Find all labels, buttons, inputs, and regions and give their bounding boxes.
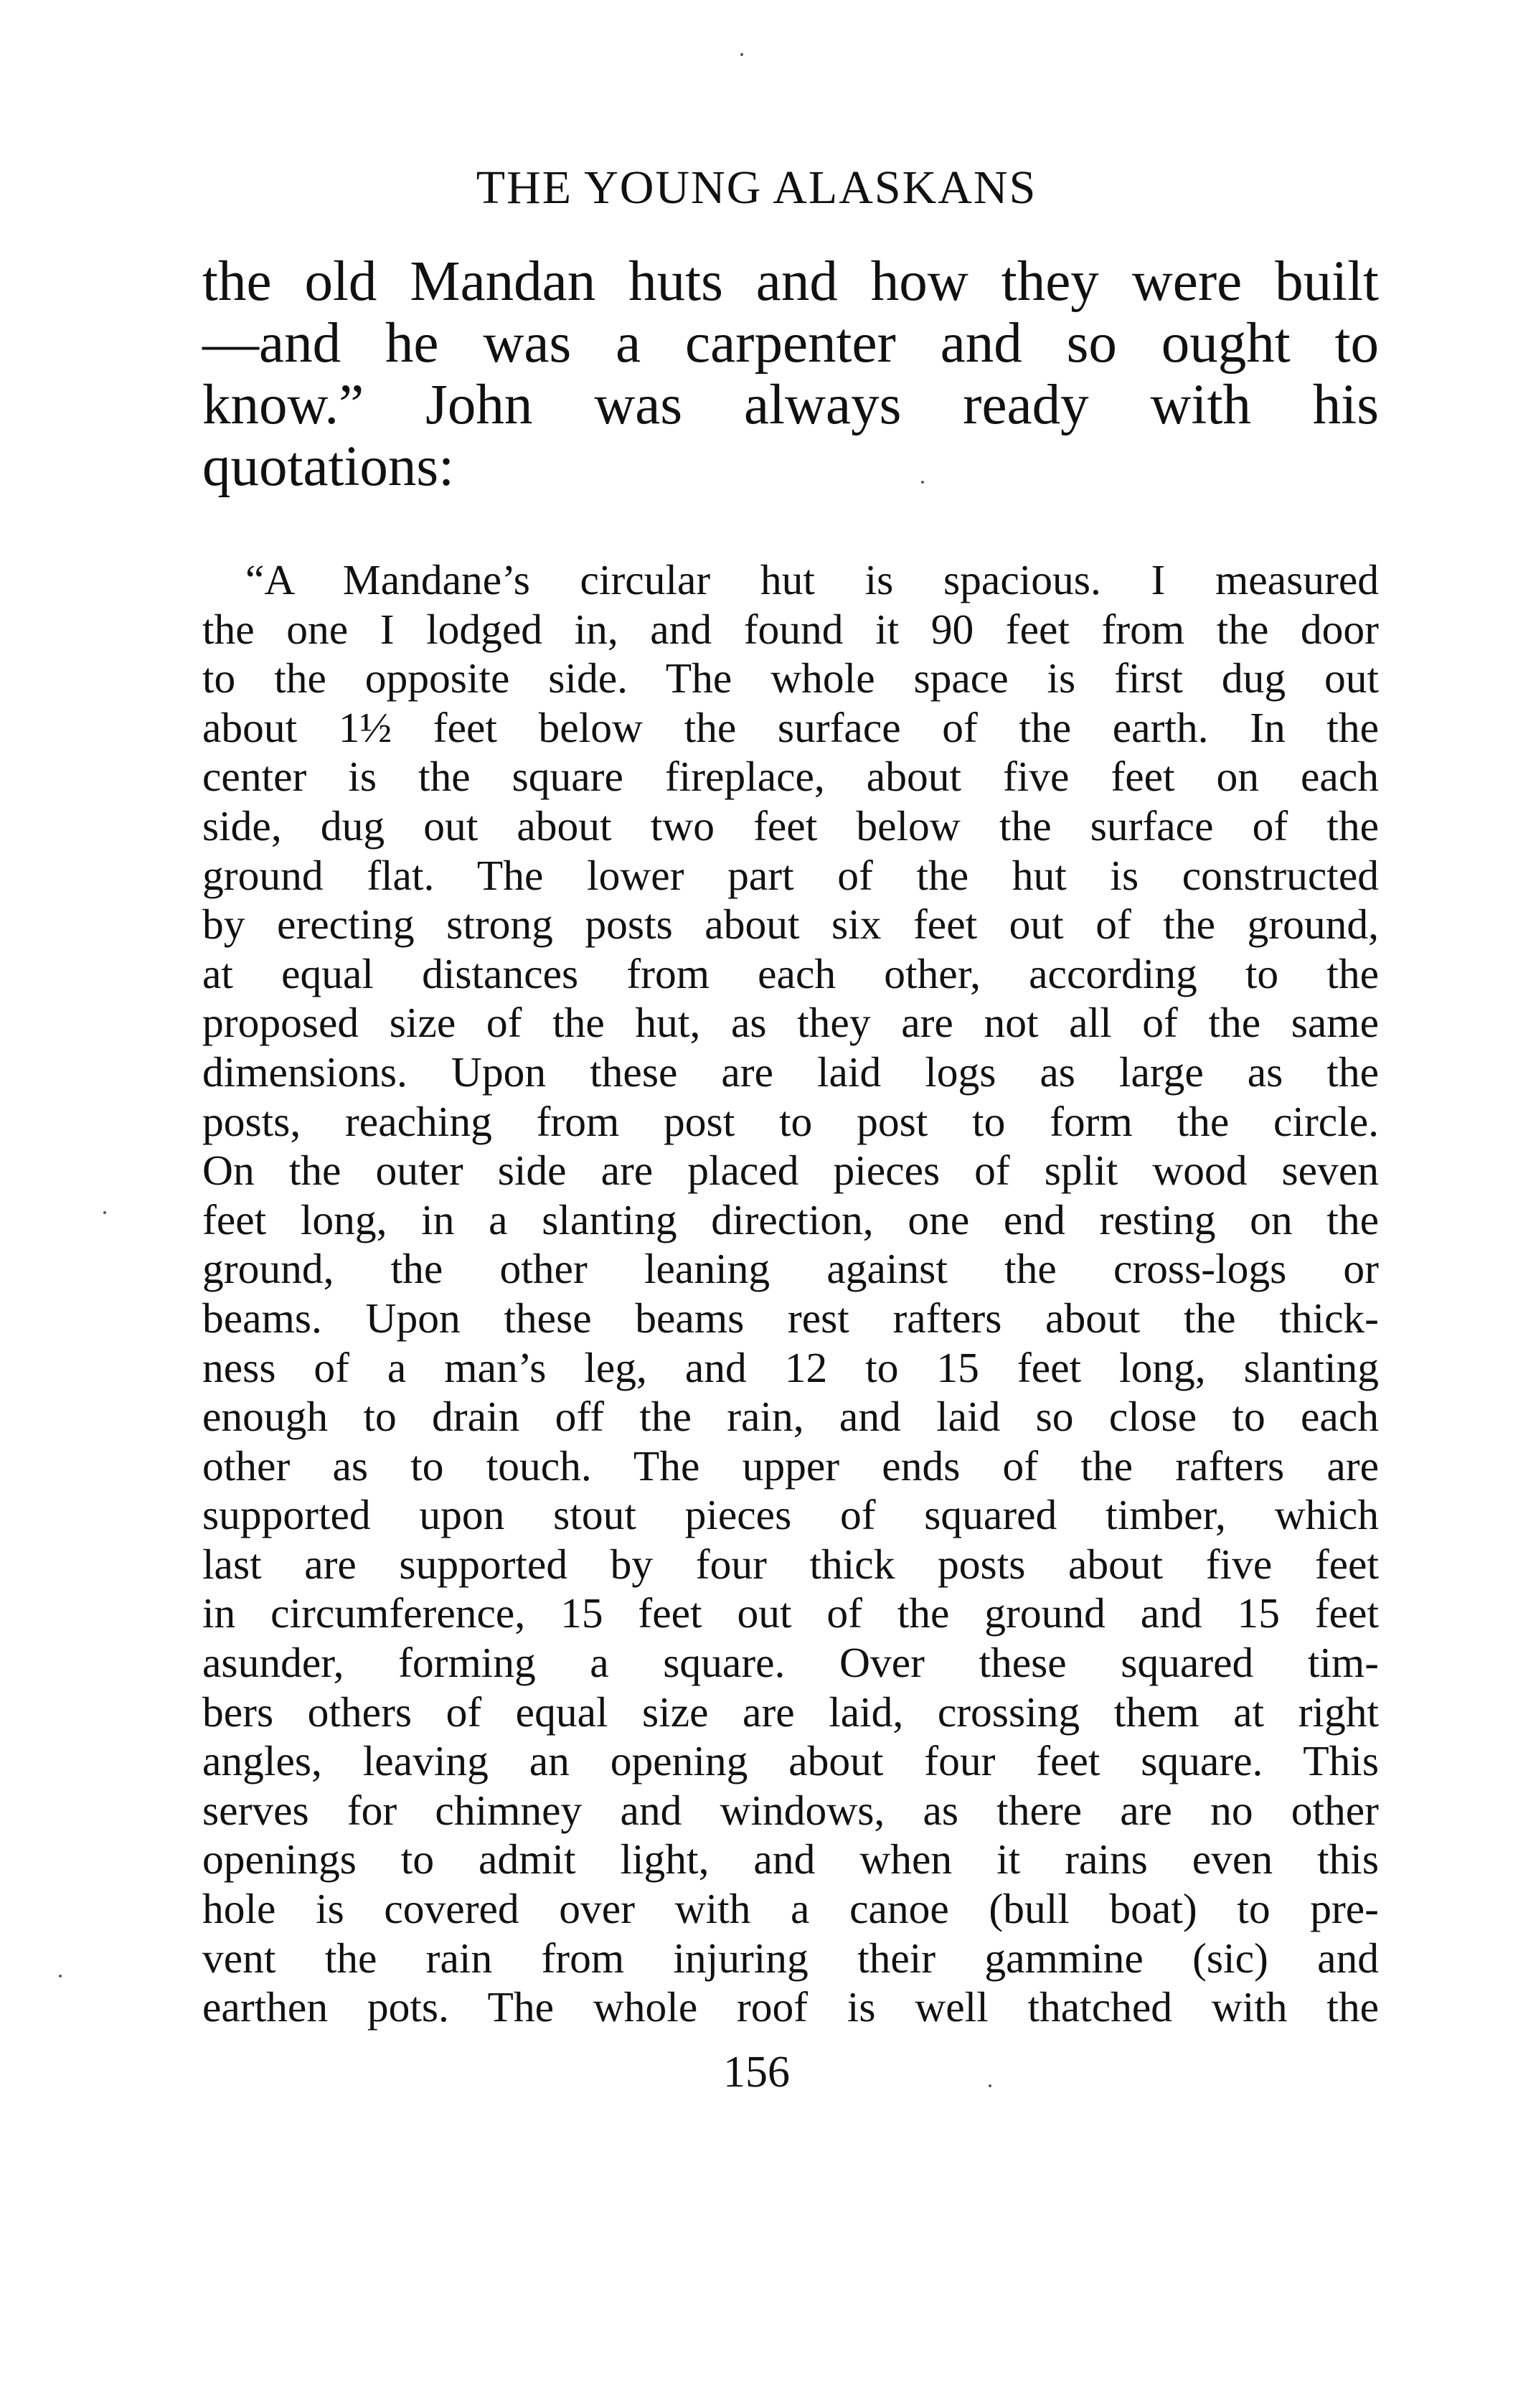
quote-line: beams. Upon these beams rest rafters about the thick- [202, 1294, 1379, 1342]
quote-line: ground, the other leaning against the cross-logs or [202, 1245, 1379, 1293]
intro-paragraph [202, 251, 1379, 498]
quote-line: supported upon stout pieces of squared timber, which [202, 1491, 1379, 1539]
quote-line: at equal distances from each other, according to the [202, 949, 1379, 997]
paper-speck [921, 481, 924, 484]
running-head: THE YOUNG ALASKANS [476, 161, 1037, 214]
quote-line: ness of a man’s leg, and 12 to 15 feet long, slanting [202, 1343, 1379, 1391]
quote-line: dimensions. Upon these are laid logs as large as the [202, 1048, 1379, 1096]
quote-line: vent the rain from injuring their gammine (sic) and [202, 1934, 1379, 1982]
quote-line: asunder, forming a square. Over these squared tim- [202, 1639, 1379, 1687]
quote-line: hole is covered over with a canoe (bull boat) to pre- [202, 1885, 1379, 1933]
quote-line: “A Mandane’s circular hut is spacious. I measured [245, 556, 1379, 603]
text-line: the old Mandan huts and how they were built [202, 250, 1379, 313]
quote-line: to the opposite side. The whole space is first dug out [202, 654, 1379, 702]
text-line: —and he was a carpenter and so ought to [202, 312, 1379, 375]
quote-line: angles, leaving an opening about four feet square. This [202, 1737, 1379, 1785]
block-quote [202, 555, 1379, 2032]
quote-line: last are supported by four thick posts about five feet [202, 1540, 1379, 1588]
quote-line: proposed size of the hut, as they are not all of the same [202, 999, 1379, 1047]
quote-line: ground flat. The lower part of the hut is constructed [202, 851, 1379, 899]
paper-speck [103, 1211, 106, 1214]
page-number: 156 [723, 2048, 790, 2097]
paper-speck [989, 2084, 991, 2087]
quote-line: other as to touch. The upper ends of the rafters are [202, 1441, 1379, 1490]
quote-line: feet long, in a slanting direction, one end resting on the [202, 1195, 1379, 1243]
paper-speck [740, 53, 743, 56]
quote-line: in circumference, 15 feet out of the ground and 15 feet [202, 1589, 1379, 1637]
quote-line: posts, reaching from post to post to form the circle. [202, 1097, 1379, 1145]
quote-line: enough to drain off the rain, and laid so close to each [202, 1393, 1379, 1441]
quote-line: center is the square fireplace, about five feet on each [202, 753, 1379, 801]
quote-line: bers others of equal size are laid, crossing them at right [202, 1688, 1379, 1736]
text-line: know.” John was always ready with his [202, 374, 1379, 436]
quote-line: the one I lodged in, and found it 90 feet from the door [202, 605, 1379, 653]
paper-speck [59, 1975, 62, 1977]
quote-line: earthen pots. The whole roof is well thatched with the [202, 1983, 1379, 2031]
quote-line: openings to admit light, and when it rains even this [202, 1835, 1379, 1883]
text-line: quotations: [202, 436, 455, 498]
quote-line: about 1½ feet below the surface of the earth. In the [202, 703, 1379, 751]
quote-line: On the outer side are placed pieces of split wood seven [202, 1147, 1379, 1195]
quote-line: serves for chimney and windows, as there are no other [202, 1786, 1379, 1834]
quote-line: side, dug out about two feet below the surface of the [202, 801, 1379, 850]
quote-line: by erecting strong posts about six feet out of the ground, [202, 900, 1379, 949]
